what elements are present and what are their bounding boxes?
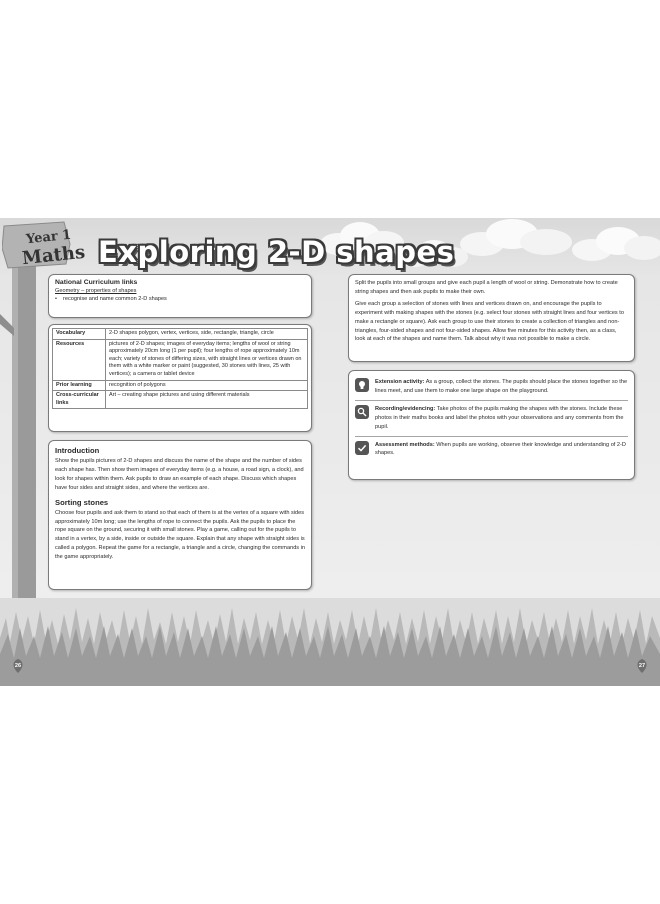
checkmark-icon <box>355 441 369 455</box>
activity-paragraph: Give each group a selection of stones with lines and vertices drawn on, and encourage the pupils to experiment with making shapes with the stones (e.g. select four stones with straight lines and four vertices to make a rectangle or square). Ask each group to use their stones to create a collection of triangles and non-triangles, four-sided shapes and not four-sided shapes. Allow five minutes for this activity then, as a class, look at each of the shapes and name them. Talk about why it was not possible to make a circle. <box>355 300 624 343</box>
tip-body <box>375 405 628 432</box>
tip-extension <box>355 374 628 400</box>
page-number-text: 26 <box>14 663 22 669</box>
table-value: pictures of 2-D shapes; images of everyday items; lengths of wool or string approximately 20cm long (1 per pupil); four lengths of rope approximately 10m each; variety of stones of differing sizes, with straight lines or vertices drawn on them with a white marker or paint (suggested, 30 stones with lines, 25 with vertices); a camera or tablet device <box>106 339 308 380</box>
nc-heading: National Curriculum links <box>55 279 138 286</box>
tip-body <box>375 378 628 396</box>
introduction-box <box>48 440 312 590</box>
subject-label: Maths <box>21 241 87 270</box>
grass-decoration <box>0 598 660 686</box>
tip-text: As a group, collect the stones. The pupils should place the stones together so the lines meet, and use them to make one large shape on the playground. <box>375 379 628 394</box>
table-row <box>53 339 308 380</box>
sorting-stones-heading: Sorting stones <box>55 497 109 507</box>
sorting-stones-text: Choose four pupils and ask them to stand so that each of them is at the vertex of a square with sides approximately 10m long; use the lengths of rope to connect the pupils. Ask the pupils to place the rope square on the ground, securing it with small stones. Play a game, calling out for the pupils to stand in a vertex, by a side, inside or outside the square. Explain that any shape with straight sides is called a polygon. Repeat the game for a rectangle, a triangle and a circle, changing the commands in the game appropriately. <box>55 509 306 561</box>
year-label: Year 1 <box>25 227 72 248</box>
introduction-heading: Introduction <box>55 446 100 455</box>
table-label: Vocabulary <box>53 329 106 340</box>
nc-bullet-text: recognise and name common 2-D shapes <box>63 296 167 302</box>
tip-label: Extension activity: <box>375 379 425 385</box>
tip-body <box>375 441 628 459</box>
introduction-text: Show the pupils pictures of 2-D shapes and discuss the name of the shape and the number of sides each shape has. Then show them images of everyday items (e.g. a house, a road sign, a clock), and look for shapes within them. Ask pupils to draw an example of each shape. Discuss which shapes have four sides and straight sides, and where the vertices are. <box>55 458 304 491</box>
nc-subheading: Geometry – properties of shapes <box>55 288 137 294</box>
tip-text: When pupils are working, observe their knowledge and understanding of 2-D shapes. <box>375 441 626 457</box>
table-value: 2-D shapes polygon, vertex, vertices, side, rectangle, triangle, circle <box>106 329 308 340</box>
table-label: Prior learning <box>53 380 106 391</box>
table-value: recognition of polygons <box>106 380 308 391</box>
tips-box <box>348 370 635 480</box>
table-label: Resources <box>53 339 106 380</box>
tip-recording <box>355 400 628 436</box>
page-number-right <box>634 658 650 674</box>
cloud-decoration <box>458 218 578 258</box>
tip-assessment <box>355 436 628 463</box>
book-spread <box>0 218 660 686</box>
nc-bullet: • recognise and name common 2-D shapes <box>55 296 167 302</box>
tip-text: Take photos of the pupils making the shapes with the stones. Include these photos in their maths books and label the photos with your observations and any comments from the pupil. <box>375 405 624 430</box>
info-table <box>52 328 308 409</box>
tip-label: Assessment methods: <box>375 441 435 448</box>
page-number-left <box>10 658 26 674</box>
national-curriculum-box <box>48 274 312 318</box>
lightbulb-icon <box>355 378 369 392</box>
table-label: Cross-curricular links <box>53 391 106 409</box>
page-title: Exploring 2-D shapes <box>98 235 455 269</box>
activity-paragraph: Split the pupils into small groups and give each pupil a length of wool or string. Demonstrate how to create string shapes and then ask pupils to make their own. <box>355 280 618 295</box>
table-row <box>53 380 308 391</box>
table-row <box>53 391 308 409</box>
cloud-decoration <box>570 226 660 262</box>
magnifier-icon <box>355 405 369 419</box>
table-row <box>53 329 308 340</box>
tip-label: Recording/evidencing: <box>375 405 436 412</box>
info-table-box <box>48 324 312 432</box>
activity-box <box>348 274 635 362</box>
table-value: Art – creating shape pictures and using different materials <box>106 391 308 409</box>
page-number-text: 27 <box>638 663 646 669</box>
